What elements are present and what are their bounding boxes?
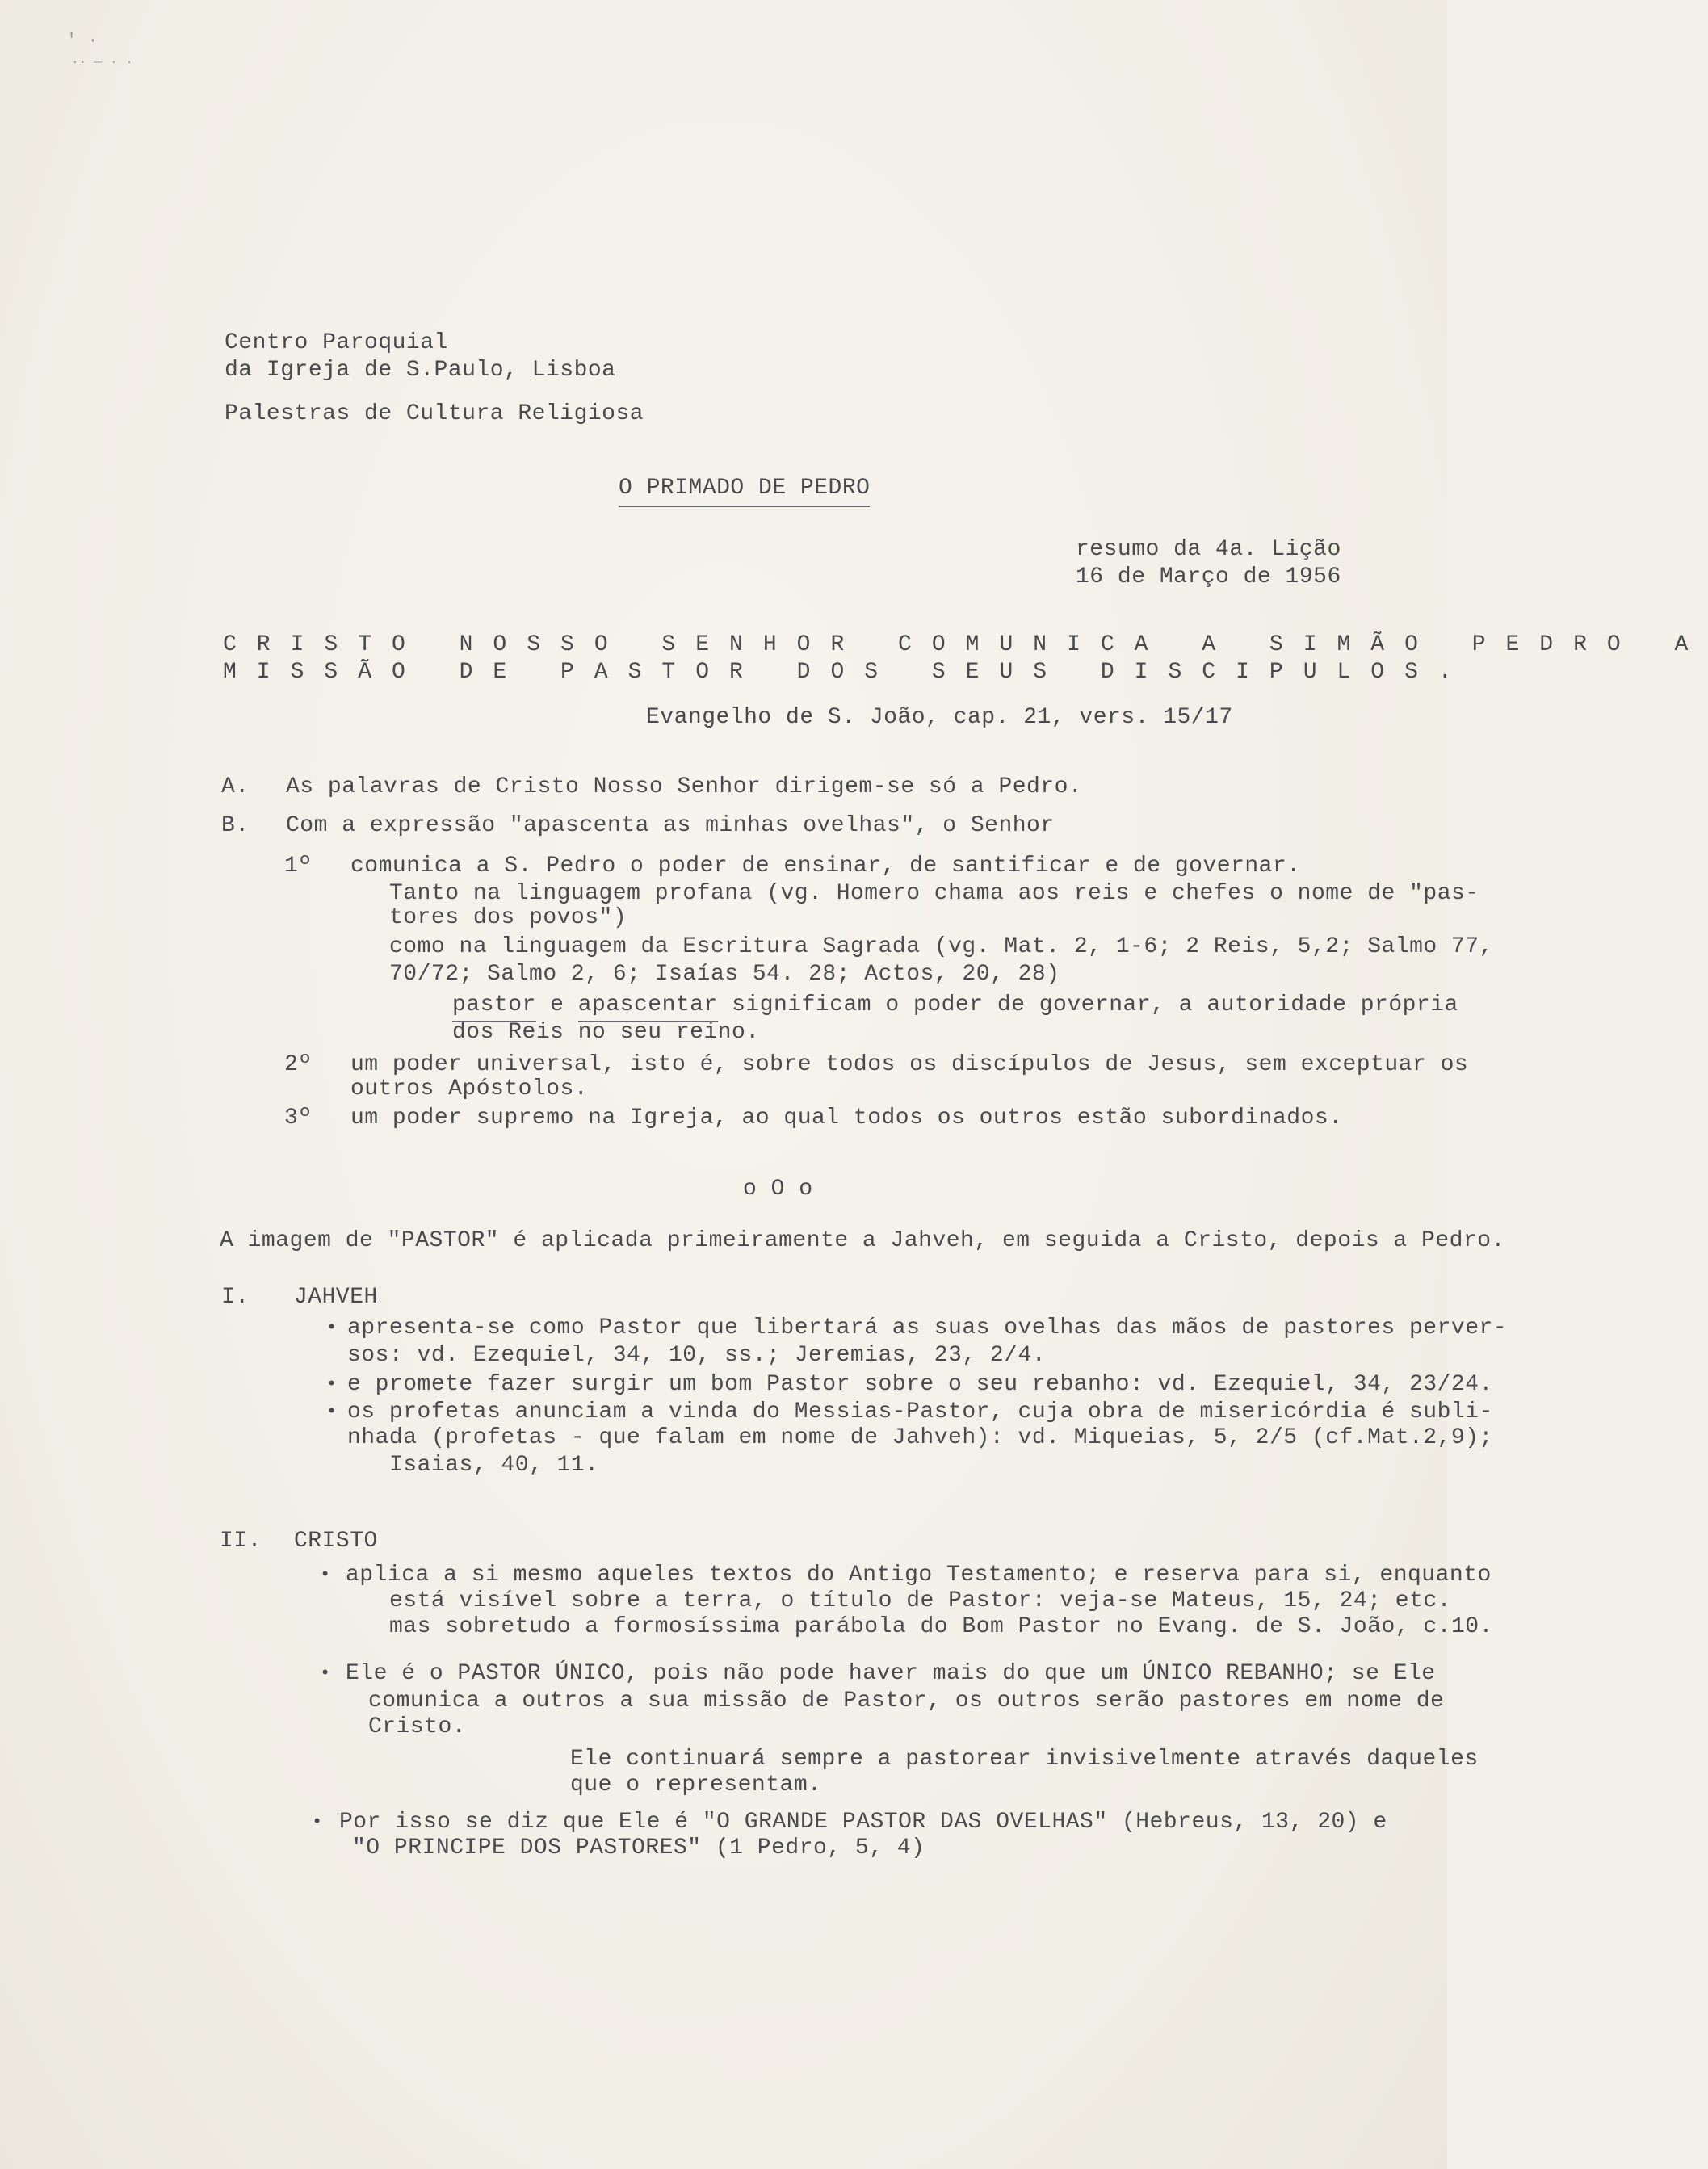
- section-b-marker: B.: [221, 813, 250, 838]
- bullet-icon: •: [326, 1318, 338, 1338]
- section-1-title: JAHVEH: [294, 1285, 378, 1310]
- heading-line-2: MISSÃO DE PASTOR DOS SEUS DISCIPULOS.: [223, 660, 1472, 685]
- point-1-sub-4: 70/72; Salmo 2, 6; Isaías 54. 28; Actos, 20, 28): [389, 962, 1060, 987]
- cristo-bullet-2-line-2: comunica a outros a sua missão de Pastor, os outros serão pastores em nome de: [368, 1689, 1445, 1714]
- jahveh-bullet-3-line-2: nhada (profetas - que falam em nome de Jahveh): vd. Miqueias, 5, 2/5 (cf.Mat.2,9);: [347, 1425, 1493, 1450]
- cristo-bullet-1-line-2: está visível sobre a terra, o título de Pastor: veja-se Mateus, 15, 24; etc.: [389, 1588, 1452, 1613]
- point-1-sub-2: tores dos povos"): [389, 905, 627, 930]
- bullet-icon: •: [326, 1402, 338, 1422]
- corner-smudge: ' ·: [66, 31, 99, 51]
- corner-smudge: ·· — · ·: [71, 55, 133, 69]
- section-2-title: CRISTO: [294, 1529, 378, 1554]
- point-1-sub-5: [452, 992, 1458, 1019]
- lesson-date: 16 de Março de 1956: [1076, 564, 1341, 589]
- jahveh-bullet-3-line-1: os profetas anunciam a vinda do Messias-Pastor, cuja obra de misericórdia é subli-: [347, 1399, 1493, 1424]
- point-2-line-1: um poder universal, isto é, sobre todos os discípulos de Jesus, sem exceptuar os: [350, 1052, 1469, 1077]
- cristo-bullet-2-line-4: Ele continuará sempre a pastorear invisivelmente através daqueles: [570, 1747, 1479, 1772]
- word-e: e: [535, 992, 578, 1017]
- cristo-bullet-2-line-1: Ele é o PASTOR ÚNICO, pois não pode haver mais do que um ÚNICO REBANHO; se Ele: [346, 1661, 1436, 1686]
- cristo-bullet-3-line-1: Por isso se diz que Ele é "O GRANDE PASTOR DAS OVELHAS" (Hebreus, 13, 20) e: [339, 1810, 1387, 1835]
- bullet-icon: •: [326, 1374, 338, 1395]
- point-2-line-2: outros Apóstolos.: [350, 1076, 589, 1101]
- header-line-2: da Igreja de S.Paulo, Lisboa: [225, 358, 616, 383]
- heading-line-1: CRISTO NOSSO SENHOR COMUNICA A SIMÃO PEDRO A: [223, 632, 1708, 657]
- bullet-icon: •: [320, 1565, 331, 1585]
- section-1-marker: I.: [221, 1285, 250, 1310]
- header-line-3: Palestras de Cultura Religiosa: [225, 401, 644, 426]
- jahveh-bullet-3-line-3: Isaias, 40, 11.: [389, 1453, 599, 1478]
- section-a-text: As palavras de Cristo Nosso Senhor dirigem-se só a Pedro.: [286, 774, 1083, 799]
- jahveh-bullet-2-line-1: e promete fazer surgir um bom Pastor sobre o seu rebanho: vd. Ezequiel, 34, 23/24.: [347, 1372, 1493, 1397]
- word-pastor: pastor: [452, 992, 536, 1022]
- intro-paragraph: A imagem de "PASTOR" é aplicada primeiramente a Jahveh, em seguida a Cristo, depois a Pedro.: [220, 1228, 1505, 1253]
- point-1-marker: 1º: [284, 854, 313, 879]
- section-separator: o O o: [743, 1177, 813, 1202]
- section-2-marker: II.: [220, 1529, 262, 1554]
- gospel-reference: Evangelho de S. João, cap. 21, vers. 15/17: [646, 705, 1233, 730]
- jahveh-bullet-1-line-1: apresenta-se como Pastor que libertará as suas ovelhas das mãos de pastores perver-: [347, 1315, 1508, 1340]
- point-1-sub-6: dos Reis no seu reino.: [452, 1020, 760, 1045]
- point-2-marker: 2º: [284, 1052, 313, 1077]
- cristo-bullet-1-line-1: aplica a si mesmo aqueles textos do Antigo Testamento; e reserva para si, enquanto: [346, 1563, 1492, 1588]
- point-1-sub-3: como na linguagem da Escritura Sagrada (vg. Mat. 2, 1-6; 2 Reis, 5,2; Salmo 77,: [389, 934, 1493, 959]
- word-apascentar: apascentar: [578, 992, 718, 1022]
- jahveh-bullet-1-line-2: sos: vd. Ezequiel, 34, 10, ss.; Jeremias, 23, 2/4.: [347, 1343, 1047, 1368]
- bullet-icon: •: [312, 1812, 323, 1832]
- point-3-text: um poder supremo na Igreja, ao qual todos os outros estão subordinados.: [350, 1105, 1343, 1131]
- lesson-number: resumo da 4a. Lição: [1076, 537, 1341, 562]
- bullet-icon: •: [320, 1663, 331, 1684]
- point-1-text: comunica a S. Pedro o poder de ensinar, de santificar e de governar.: [350, 854, 1301, 879]
- point-1-sub-1: Tanto na linguagem profana (vg. Homero chama aos reis e chefes o nome de "pas-: [389, 881, 1479, 906]
- document-title: O PRIMADO DE PEDRO: [619, 475, 870, 507]
- cristo-bullet-3-line-2: "O PRINCIPE DOS PASTORES" (1 Pedro, 5, 4): [352, 1835, 925, 1861]
- cristo-bullet-2-line-5: que o representam.: [570, 1773, 822, 1798]
- cristo-bullet-2-line-3: Cristo.: [368, 1714, 467, 1739]
- section-a-marker: A.: [221, 774, 250, 799]
- cristo-bullet-1-line-3: mas sobretudo a formosíssima parábola do Bom Pastor no Evang. de S. João, c.10.: [389, 1614, 1493, 1639]
- point-3-marker: 3º: [284, 1105, 313, 1131]
- section-b-text: Com a expressão "apascenta as minhas ovelhas", o Senhor: [286, 813, 1055, 838]
- header-line-1: Centro Paroquial: [225, 330, 448, 355]
- sub-5-rest: significam o poder de governar, a autoridade própria: [717, 992, 1458, 1017]
